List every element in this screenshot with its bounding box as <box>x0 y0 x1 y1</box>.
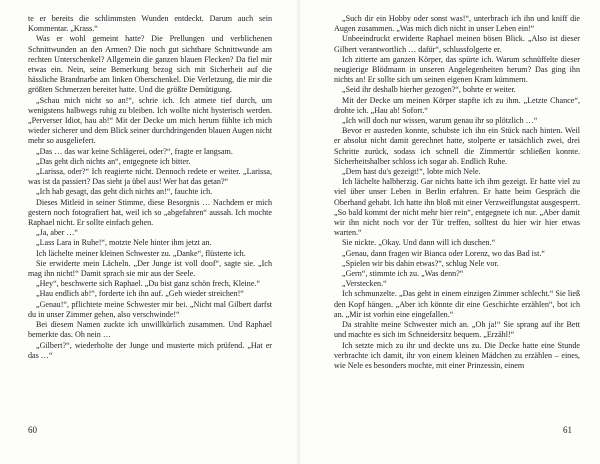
right-page <box>300 0 600 464</box>
paragraph: „Such dir ein Hobby oder sonst was!“, unterbrach ich ihn und kniff die Augen zusammen. „Was mich dich nicht in unser Leben ein!“ <box>334 14 580 34</box>
paragraph: „Lass Lara in Ruhe!“, motzte Nele hinter ihm jetzt an. <box>36 238 212 248</box>
paragraph: Dieses Mitleid in seiner Stimme, diese Besorgnis … Nachdem er mich gestern noch fotografiert hat, weil ich so „abgefahren“ aussah. Ich mochte Raphael nicht. Er sollte einfach gehen. <box>28 197 272 228</box>
paragraph: Bei diesem Namen zuckte ich unwillkürlich zusammen. Und Raphael bemerkte das. Oh nein … <box>28 320 272 340</box>
paragraph: „Das … das war keine Schlägerei, oder?“, fragte er langsam. <box>36 146 233 156</box>
paragraph: „Ja, aber …“ <box>36 228 79 238</box>
page-number: 61 <box>563 425 572 435</box>
paragraph: „Genau!“, pflichtete meine Schwester mir bei. „Nicht mal Gilbert darfst du in unser Zimmer gehen, also verschwinde!“ <box>28 299 272 319</box>
paragraph: Ich lächelte halbherzig. Gar nichts hatte ich ihm gezeigt. Er hatte viel zu viel über unser Leben in Berlin erfahren. Er hatte beim Gespräch die Oberhand gehabt. Ich hatte ihn bloß mit einer Verzweiflungstat ausgesperrt. „So bald kommt der nicht mehr hier rein“, entgegnete ich nur. „Aber damit wir ihn nicht noch vor der Tür treffen, solltest du hier wir hier etwas warten.“ <box>334 177 580 238</box>
paragraph: „Larissa, oder?“ Ich reagierte nicht. Dennoch redete er weiter. „Larissa, was ist da passiert? Das sieht ja übel aus! Wer hat das getan?“ <box>28 167 272 187</box>
page-number: 60 <box>28 425 37 435</box>
paragraph: „Verstecken.“ <box>342 279 387 289</box>
paragraph: te er bereits die schlimmsten Wunden entdeckt. Darum auch sein Kommentar. „Krass.“ <box>28 14 272 34</box>
paragraph: Was er wohl gemeint hatte? Die Prellungen und verblichenen Schnittwunden an den Armen? Die noch gut sichtbare Schnittwunde am rechten Unterschenkel? Allgemein die ganzen blauen Flecken? Da fiel mir etwas ein. Nein, seine Bemerkung bezog sich mit Sicherheit auf die hässliche Brandnarbe am linken Oberschenkel. Die Verletzung, die mir die größten Schmerzen bereitet hatte. Und die größte Demütigung. <box>28 34 272 95</box>
paragraph: „Hau endlich ab!“, forderte ich ihn auf. „Geh wieder streichen!“ <box>36 289 244 299</box>
paragraph: Ich setzte mich zu ihr und deckte uns zu. Die Decke hatte eine Stunde verbrachte ich damit, ihr von einem kleinen Mädchen zu erzählen – eines, wie Nele es besonders mochte, mit einer Prinzessin, einem <box>334 340 580 370</box>
paragraph: Unbeeindruckt erwiderte Raphael meinen bösen Blick. „Also ist dieser Gilbert verantwortlich … dafür“, schlussfolgerte er. <box>334 34 580 54</box>
paragraph: Bevor er ausreden konnte, schubste ich ihn ein Stück nach hinten. Weil er absolut nicht damit gerechnet hatte, stolperte er tatsächlich zwei, drei Schritte zurück, sodass ich schnell die Zimmertür schließen konnte. Sicherheitshalber schloss ich sogar ab. Endlich Ruhe. <box>334 126 580 166</box>
paragraph: „Gern“, stimmte ich zu. „Was denn?“ <box>342 269 464 279</box>
paragraph: Mit der Decke um meinen Körper stapfte ich zu ihm. „Letzte Chance“, drohte ich. „Hau ab! Sofort.“ <box>334 95 580 115</box>
paragraph: „Gilbert?“, wiederholte der Junge und musterte mich prüfend. „Hat er das …“ <box>28 340 272 360</box>
paragraph: „Schau mich nicht so an!“, schrie ich. Ich atmete tief durch, um wenigstens halbwegs ruhig zu bleiben. Ich wollte nicht hysterisch werden. „Perverser Idiot, hau ab!“ Mit der Decke um mich herum fühlte ich mich wieder sicherer und dem Blick seiner durchdringenden blauen Augen nicht mehr so ausgeliefert. <box>28 95 272 146</box>
paragraph: „Hey“, beschwerte sich Raphael. „Du bist ganz schön frech, Kleine.“ <box>36 279 261 289</box>
paragraph: „Ich hab gesagt, das geht dich nichts an!“, fauchte ich. <box>36 187 213 197</box>
paragraph: Ich schmunzelte. „Das geht in einem einzigen Zimmer schlecht.“ Sie ließ den Kopf hängen. „Aber ich könnte dir eine Geschichte erzählen“, bot ich an. „Mir ist vorhin eine eingefallen.“ <box>334 289 580 319</box>
left-page-text <box>28 14 272 361</box>
paragraph: Ich zitterte am ganzen Körper, das spürte ich. Warum schnüffelte dieser neugierige Blödmann in unseren Angelegenheiten herum? Das ging ihn nichts an! Er sollte sich um seinen eigenen Kram kümmern. <box>334 54 580 85</box>
paragraph: Ich lächelte meiner kleinen Schwester zu. „Danke“, flüsterte ich. <box>36 248 246 258</box>
paragraph: Da strahlte meine Schwester mich an. „Oh ja!“ Sie sprang auf ihr Bett und machte es sich im Schneidersitz bequem. „Erzähl!“ <box>334 320 580 340</box>
paragraph: „Das geht dich nichts an“, entgegnete ich bitter. <box>36 156 191 166</box>
paragraph: „Genau, dann fragen wir Bianca oder Lorenz, wo das Bad ist.“ <box>342 248 545 258</box>
paragraph: „Dem hast du's gezeigt!“, lobte mich Nele. <box>342 167 481 177</box>
paragraph: „Ich will doch nur wissen, warum genau ihr so plötzlich …“ <box>342 116 538 126</box>
paragraph: Sie erwiderte mein Lächeln. „Der Junge ist voll doof“, sagte sie. „Ich mag ihn nicht!“ Damit sprach sie mir aus der Seele. <box>28 258 272 279</box>
paragraph: „Seid ihr deshalb hierher gezogen?“, bohrte er weiter. <box>342 85 516 95</box>
paragraph: Sie nickte. „Okay. Und dann will ich duschen.“ <box>342 238 496 248</box>
right-page-text <box>334 14 580 371</box>
paragraph: „Spielen wir bis dahin etwas?“, schlug Nele vor. <box>342 258 499 268</box>
